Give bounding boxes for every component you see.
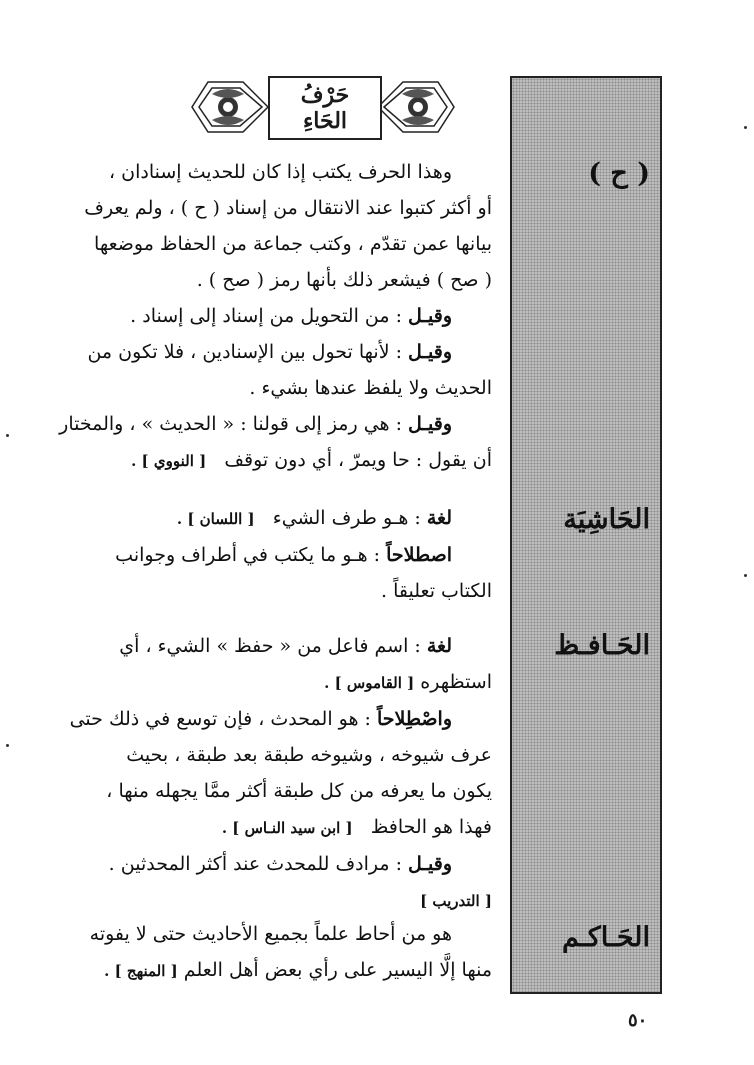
scan-speck <box>744 574 747 577</box>
text-line: الحديث ولا يلفظ عندها بشيء . <box>249 377 492 399</box>
text-span: : هو المحدث ، فإن توسع في ذلك حتى <box>69 708 377 730</box>
text-line: يكون ما يعرفه من كل طبقة أكثر ممَّا يجهله منها ، <box>106 780 492 802</box>
chapter-heading-line2: الحَاءِ <box>302 108 348 134</box>
text-span: : مرادف للمحدث عند أكثر المحدثين . <box>108 853 409 875</box>
text-line: بيانها عمن تقدّم ، وكتب جماعة من الحفاظ موضعها <box>94 233 492 255</box>
text-line <box>72 537 492 573</box>
keyword: لغة <box>426 507 452 529</box>
keyword: وقيـل <box>408 341 452 363</box>
citation: [ النووي ] . <box>131 452 207 470</box>
keyword: اصطلاحاً <box>386 544 452 566</box>
text-line: ( صح ) فيشعر ذلك بأنها رمز ( صح ) . <box>196 269 492 291</box>
entry-ha <box>59 154 492 479</box>
text-line <box>72 952 492 989</box>
scan-speck <box>744 126 747 129</box>
text-line <box>59 406 492 442</box>
text-line: هو من أحاط علماً بجميع الأحاديث حتى لا يفوته <box>89 923 452 945</box>
keyword: لغة <box>426 635 452 657</box>
text-span: : لأنها تحول بين الإسنادين ، فلا تكون من <box>87 341 409 363</box>
citation: [ اللسان ] . <box>176 510 255 528</box>
text-line: الكتاب تعليقاً . <box>381 580 492 602</box>
text-span: أن يقول : حا ويمرّ ، أي دون توقف <box>224 449 492 471</box>
text-span: استظهره <box>420 671 492 693</box>
keyword: وقيـل <box>408 305 452 327</box>
text-line: وهذا الحرف يكتب إذا كان للحديث إسنادان ، <box>108 161 452 183</box>
text-span: : هي رمز إلى قولنا : « الحديث » ، والمختار <box>59 413 409 435</box>
scan-speck <box>6 744 9 747</box>
terms-margin-panel <box>510 76 662 994</box>
text-line <box>72 664 492 701</box>
text-line <box>72 298 492 334</box>
text-line <box>69 701 492 737</box>
text-span: فهذا هو الحافظ <box>370 816 492 838</box>
term-ha: ( ح ) <box>588 158 650 189</box>
text-span: : هـو طرف الشيء <box>272 507 427 529</box>
chapter-heading <box>268 76 382 140</box>
text-span: منها إلَّا اليسير على رأي بعض أهل العلم <box>183 959 492 981</box>
keyword: وقيـل <box>408 413 452 435</box>
text-line <box>72 442 492 479</box>
text-line <box>72 628 492 664</box>
text-line: أو أكثر كتبوا عند الانتقال من إسناد ( ح ) ، ولم يعرف <box>84 197 492 219</box>
term-hakim: الحَـاكـم <box>561 922 650 953</box>
keyword: واصْطِلاحاً <box>376 708 452 730</box>
text-line <box>72 882 492 919</box>
entry-hakim <box>72 916 492 989</box>
text-line: عرف شيوخه ، وشيوخه طبقة بعد طبقة ، بحيث <box>126 744 492 766</box>
text-line <box>72 334 492 370</box>
entry-hafiz <box>69 628 492 919</box>
keyword: وقيـل <box>408 853 452 875</box>
text-span: : هـو ما يكتب في أطراف وجوانب <box>115 544 387 566</box>
page-number: ٥٠ <box>628 1010 648 1031</box>
term-hashiya: الحَاشِيَة <box>563 504 650 535</box>
term-hafiz: الحَـافـظ <box>554 630 650 661</box>
entry-hashiya <box>72 500 492 609</box>
citation: [ القاموس ] . <box>324 674 415 692</box>
citation: [ ابن سيد النـاس ] . <box>221 819 353 837</box>
text-line <box>72 809 492 846</box>
citation: [ التدريب ] <box>420 892 492 910</box>
chapter-heading-line1: حَرْفُ <box>300 82 350 108</box>
citation: [ المنهج ] . <box>104 962 178 980</box>
scan-speck <box>6 434 9 437</box>
text-span: : اسم فاعل من « حفظ » الشيء ، أي <box>119 635 427 657</box>
text-line <box>72 500 492 537</box>
text-span: : من التحويل من إسناد إلى إسناد . <box>130 305 409 327</box>
text-line <box>72 846 492 882</box>
